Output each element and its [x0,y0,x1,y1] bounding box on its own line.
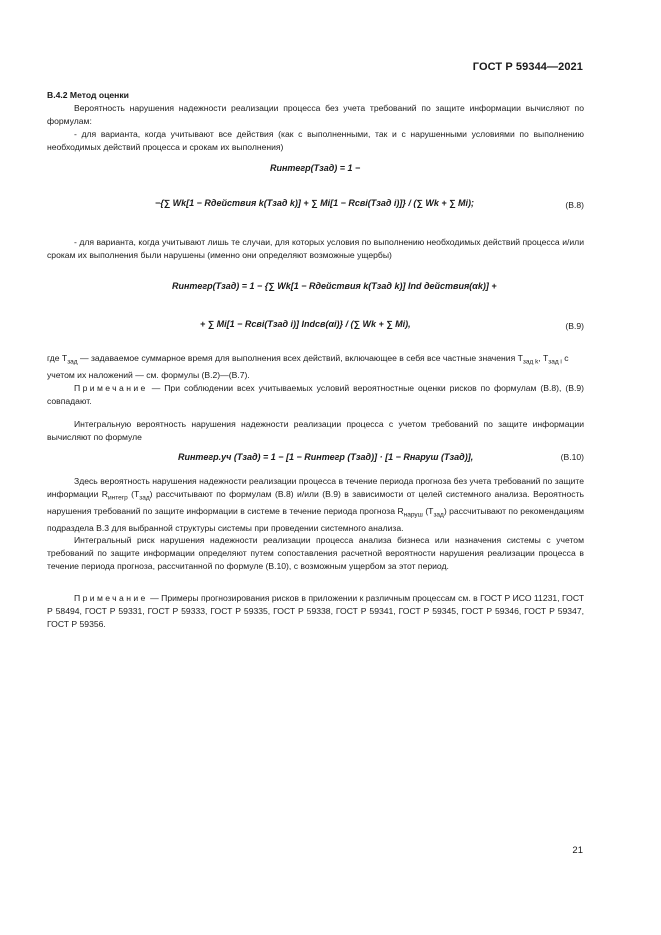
formula-b10: Rинтегр.уч (Tзад) = 1 − [1 − Rинтегр (Tзад)] · [1 − Rнаруш (Tзад)], [178,452,474,462]
paragraph-intro: Вероятность нарушения надежности реализации процесса без учета требований по защите информации вычисляют по формулам: [47,103,584,127]
equation-number-b10: (В.10) [560,452,584,462]
formula-b9-line2: + ∑ Mi[1 − Rсвi(Tзад i)] Indсв(αi)} / (∑ Wk + ∑ Mi), [200,319,411,329]
document-header: ГОСТ Р 59344—2021 [472,61,583,73]
paragraph-variant-violated: - для варианта, когда учитывают лишь те случаи, для которых условия по выполнению необходимых действий процесса и/или срокам их выполнения были нарушены (именно они определяют возможные ущербы) [47,237,584,261]
note-1: Примечание — При соблюдении всех учитываемых условий вероятностные оценки рисков по формулам (В.8), (В.9) совпадают. [47,383,584,407]
paragraph-variant-all: - для варианта, когда учитывают все действия (как с выполненными, так и с нарушенными условиями по выполнению необходимых действий процесса и срокам их выполнения) [47,129,584,153]
paragraph-explanation: Здесь вероятность нарушения надежности реализации процесса в течение периода прогноза без учета требований по защите информации $R_{интегр}$ $(T_{зад})$ рассчитывают по формулам (В.8) и/или (В.9) в зависимости от целей системного анализа. Вероятность нарушения требований по защите информации в системе в течение периода прогноза $R_{наруш}$ $(T_{зад})$ рассчитывают по рекомендациям подраздела В.3 для выбранной структуры системы при проведении системного анализа. [47,476,585,534]
paragraph-integral-risk: Интегральный риск нарушения надежности реализации процесса анализа бизнеса или назначения системы с учетом требований по защите информации определяют путем сопоставления расчетной вероятности нарушения реализации процесса в течение периода прогноза, рассчитанной по формуле (В.10), с возможным ущербом за этот период. [47,535,584,572]
formula-b8-line1: Rинтегр(Tзад) = 1 − [270,163,361,173]
paragraph-integral: Интегральную вероятность нарушения надежности реализации процесса с учетом требований по защите информации вычисляют по формуле [47,419,584,443]
page-number: 21 [572,845,583,856]
equation-number-b9: (В.9) [565,321,584,331]
equation-number-b8: (В.8) [565,200,584,210]
section-title: В.4.2 Метод оценки [47,90,129,100]
formula-b9-line1: Rинтегр(Tзад) = 1 − {∑ Wk[1 − Rдействия k(Tзад k)] Ind действия(αk)] + [172,281,497,291]
where-clause: где $T_{зад}$ — задаваемое суммарное время для выполнения всех действий, включающее в себя все частные значения $T_{зад k}$, $T_{зад i}$ с учетом их наложений — см. формулы (В.2)—(В.7). [47,353,569,380]
note-2: Примечание — Примеры прогнозирования рисков в приложении к различным процессам см. в ГОСТ Р ИСО 11231, ГОСТ Р 58494, ГОСТ Р 59331, ГОСТ Р 59333, ГОСТ Р 59335, ГОСТ Р 59338, ГОСТ Р 59341, ГОСТ Р 59345, ГОСТ Р 59346, ГОСТ Р 59347, ГОСТ Р 59356. [47,593,584,630]
formula-b8-line2: −{∑ Wk[1 − Rдействия k(Tзад k)] + ∑ Mi[1 − Rсвi(Tзад i)]} / (∑ Wk + ∑ Mi); [155,198,475,208]
